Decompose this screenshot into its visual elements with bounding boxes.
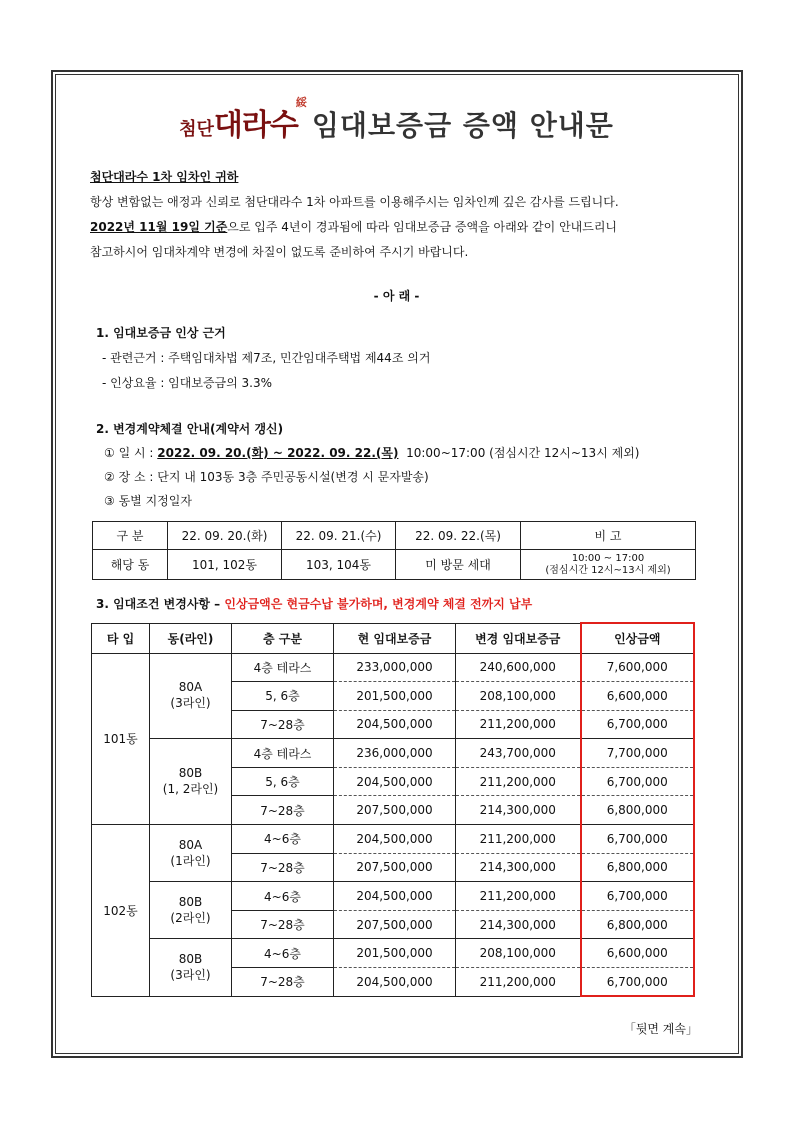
table-row bbox=[92, 739, 695, 768]
type-line-cell: 80A (1라인) bbox=[150, 825, 232, 882]
current-deposit-cell: 204,500,000 bbox=[334, 767, 456, 796]
increase-cell: 6,700,000 bbox=[581, 968, 695, 997]
brand-mark: 綏 bbox=[295, 96, 306, 109]
rate-text: - 인상요율 : 임대보증금의 3.3% bbox=[102, 376, 273, 390]
remark-cell bbox=[521, 550, 696, 580]
new-deposit-cell: 214,300,000 bbox=[456, 853, 581, 882]
floor-cell: 5, 6층 bbox=[232, 682, 334, 711]
brand-name bbox=[213, 96, 306, 143]
table-row bbox=[92, 882, 695, 911]
current-deposit-cell: 236,000,000 bbox=[334, 739, 456, 768]
increase-cell: 6,800,000 bbox=[581, 796, 695, 825]
floor-cell: 4~6층 bbox=[232, 939, 334, 968]
table-cell: 해당 동 bbox=[93, 550, 168, 580]
current-deposit-cell: 233,000,000 bbox=[334, 653, 456, 682]
current-deposit-cell: 201,500,000 bbox=[334, 939, 456, 968]
current-deposit-cell: 207,500,000 bbox=[334, 853, 456, 882]
table-cell: 101, 102동 bbox=[168, 550, 282, 580]
table-header-cell: 22. 09. 22.(목) bbox=[396, 522, 521, 550]
current-deposit-cell: 207,500,000 bbox=[334, 796, 456, 825]
table-header-cell: 현 임대보증금 bbox=[334, 623, 456, 653]
section-1-heading: 1. 임대보증금 인상 근거 bbox=[96, 326, 226, 340]
new-deposit-cell: 243,700,000 bbox=[456, 739, 581, 768]
floor-cell: 5, 6층 bbox=[232, 767, 334, 796]
schedule-table bbox=[92, 521, 696, 580]
increase-cell: 6,700,000 bbox=[581, 767, 695, 796]
schedule-place: ② 장 소 : 단지 내 103동 3층 주민공동시설(변경 시 문자발송) bbox=[104, 470, 429, 484]
new-deposit-cell: 208,100,000 bbox=[456, 682, 581, 711]
table-row bbox=[92, 939, 695, 968]
schedule-date-range: 2022. 09. 20.(화) ~ 2022. 09. 22.(목) bbox=[157, 446, 399, 460]
table-header-cell: 22. 09. 21.(수) bbox=[282, 522, 396, 550]
brand-name-text: 대라수 bbox=[213, 108, 298, 143]
current-deposit-cell: 204,500,000 bbox=[334, 825, 456, 854]
brand-prefix: 첨단 bbox=[179, 119, 214, 140]
rent-conditions-table bbox=[91, 622, 695, 997]
building-cell: 101동 bbox=[92, 653, 150, 825]
table-header-cell: 변경 임대보증금 bbox=[456, 623, 581, 653]
intro-line-1: 항상 변함없는 애정과 신뢰로 첨단대라수 1차 아파트를 이용해주시는 임차인께 깊은 감사를 드립니다. bbox=[90, 195, 619, 209]
current-deposit-cell: 201,500,000 bbox=[334, 682, 456, 711]
current-deposit-cell: 204,500,000 bbox=[334, 710, 456, 739]
new-deposit-cell: 211,200,000 bbox=[456, 710, 581, 739]
table-header-cell: 22. 09. 20.(화) bbox=[168, 522, 282, 550]
floor-cell: 4~6층 bbox=[232, 882, 334, 911]
floor-cell: 7~28층 bbox=[232, 796, 334, 825]
type-line-cell: 80A (3라인) bbox=[150, 653, 232, 739]
table-header-cell: 동(라인) bbox=[150, 623, 232, 653]
table-header-cell: 타 입 bbox=[92, 623, 150, 653]
floor-cell: 4층 테라스 bbox=[232, 739, 334, 768]
building-cell: 102동 bbox=[92, 825, 150, 997]
increase-cell: 6,800,000 bbox=[581, 853, 695, 882]
floor-cell: 7~28층 bbox=[232, 968, 334, 997]
increase-cell: 6,700,000 bbox=[581, 710, 695, 739]
increase-cell: 6,600,000 bbox=[581, 939, 695, 968]
new-deposit-cell: 211,200,000 bbox=[456, 825, 581, 854]
table-row bbox=[92, 825, 695, 854]
table-header-cell: 구 분 bbox=[93, 522, 168, 550]
type-line-cell: 80B (2라인) bbox=[150, 882, 232, 939]
current-deposit-cell: 207,500,000 bbox=[334, 910, 456, 939]
current-deposit-cell: 204,500,000 bbox=[334, 882, 456, 911]
type-line-cell: 80B (3라인) bbox=[150, 939, 232, 996]
schedule-date-line: ① 일 시 : 2022. 09. 20.(화) ~ 2022. 09. 22.(목) 10:00~17:00 (점심시간 12시~13시 제외) bbox=[104, 446, 640, 460]
continued-note: 「뒷면 계속」 bbox=[623, 1022, 698, 1036]
increase-cell: 7,600,000 bbox=[581, 653, 695, 682]
table-header-cell: 비 고 bbox=[521, 522, 696, 550]
floor-cell: 4~6층 bbox=[232, 825, 334, 854]
title-main: 임대보증금 증액 안내문 bbox=[311, 109, 614, 142]
increase-cell: 7,700,000 bbox=[581, 739, 695, 768]
new-deposit-cell: 214,300,000 bbox=[456, 796, 581, 825]
section-2-heading: 2. 변경계약체결 안내(계약서 갱신) bbox=[96, 422, 284, 436]
addressee: 첨단대라수 1차 임차인 귀하 bbox=[90, 170, 239, 184]
table-row bbox=[93, 550, 696, 580]
increase-cell: 6,700,000 bbox=[581, 825, 695, 854]
current-deposit-cell: 204,500,000 bbox=[334, 968, 456, 997]
section-3-heading: 3. 임대조건 변경사항 – 인상금액은 현금수납 불가하며, 변경계약 체결 전까지 납부 bbox=[96, 597, 533, 611]
floor-cell: 7~28층 bbox=[232, 710, 334, 739]
table-cell: 103, 104동 bbox=[282, 550, 396, 580]
intro-line-2: 2022년 11월 19일 기준으로 입주 4년이 경과됨에 따라 임대보증금 증액을 아래와 같이 안내드리니 bbox=[90, 220, 618, 234]
floor-cell: 7~28층 bbox=[232, 853, 334, 882]
table-header-cell: 층 구분 bbox=[232, 623, 334, 653]
remark-time: 10:00 ~ 17:00 bbox=[571, 552, 645, 564]
table-cell: 미 방문 세대 bbox=[396, 550, 521, 580]
new-deposit-cell: 211,200,000 bbox=[456, 968, 581, 997]
table-header-row bbox=[92, 623, 695, 653]
increase-cell: 6,600,000 bbox=[581, 682, 695, 711]
increase-cell: 6,700,000 bbox=[581, 882, 695, 911]
new-deposit-cell: 214,300,000 bbox=[456, 910, 581, 939]
section-3-notice: 인상금액은 현금수납 불가하며, 변경계약 체결 전까지 납부 bbox=[224, 597, 533, 611]
type-line-cell: 80B (1, 2라인) bbox=[150, 739, 232, 825]
below-heading: - 아 래 - bbox=[373, 289, 420, 303]
increase-cell: 6,800,000 bbox=[581, 910, 695, 939]
table-header-row bbox=[93, 522, 696, 550]
reference-date: 2022년 11월 19일 기준 bbox=[90, 220, 228, 234]
table-header-cell: 인상금액 bbox=[581, 623, 695, 653]
document-title bbox=[0, 96, 793, 144]
new-deposit-cell: 211,200,000 bbox=[456, 767, 581, 796]
schedule-by-building-label: ③ 동별 지정일자 bbox=[104, 494, 192, 508]
remark-lunch: (점심시간 12시~13시 제외) bbox=[545, 564, 671, 576]
floor-cell: 7~28층 bbox=[232, 910, 334, 939]
new-deposit-cell: 208,100,000 bbox=[456, 939, 581, 968]
new-deposit-cell: 240,600,000 bbox=[456, 653, 581, 682]
new-deposit-cell: 211,200,000 bbox=[456, 882, 581, 911]
basis-text: - 관련근거 : 주택임대차법 제7조, 민간임대주택법 제44조 의거 bbox=[102, 351, 431, 365]
table-row bbox=[92, 653, 695, 682]
intro-line-3: 참고하시어 임대차계약 변경에 차질이 없도록 준비하여 주시기 바랍니다. bbox=[90, 245, 469, 259]
floor-cell: 4층 테라스 bbox=[232, 653, 334, 682]
